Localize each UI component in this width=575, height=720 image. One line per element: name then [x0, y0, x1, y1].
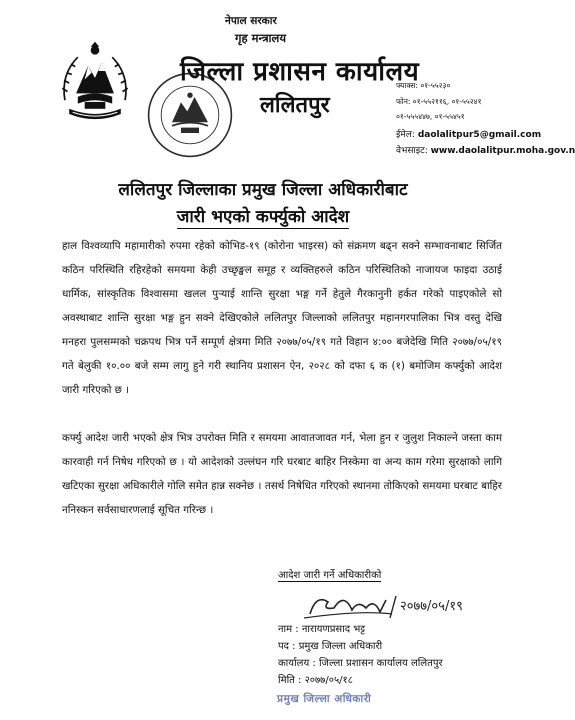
district-name: ललितपुर — [260, 93, 330, 118]
office-name: जिल्ला प्रशासन कार्यालय — [180, 57, 420, 87]
email-line — [396, 127, 541, 140]
order-paragraph-2: कर्फ्यु आदेश जारी भएको क्षेत्र भित्र उपरोक्त मिति र समयमा आवातजावत गर्न, भेला हुन र जुलुश निकाल्ने जस्ता काम कारवाही गर्न निषेध गरिएको छ । यो आदेशको उल्लंघन गरि घरबाट बाहिर निस्केमा वा अन्य काम गरेमा सुरक्षाको लागि खटिएका सुरक्षा अधिकारीले गोलि समेत हान्न सक्नेछ । तसर्थ निषेधित गरिएको स्थानमा तोकिएको समयमा घरबाट बाहिर ननिस्कन सर्वसाधारणलाई सूचित गरिन्छ । — [62, 432, 502, 516]
official-stamp: प्रमुख जिल्ला अधिकारी — [277, 693, 372, 705]
government-label: नेपाल सरकार — [225, 15, 277, 27]
website-label: वेभसाइट: — [396, 146, 428, 156]
document-subtitle — [0, 204, 526, 227]
signatory-heading-text: आदेश जारी गर्ने अधिकारीको — [278, 570, 382, 581]
website-line — [396, 143, 575, 156]
email-address: daolalitpur5@gmail.com — [417, 130, 542, 140]
signatory-post: पद : प्रमुख जिल्ला अधिकारी — [278, 641, 383, 652]
email-label: ईमेल: — [396, 130, 415, 140]
website-address: www.daolalitpur.moha.gov.n — [430, 146, 575, 156]
phone-numbers-2: ०१-५५५४४७, ०१-५५४५१ — [396, 112, 465, 121]
order-paragraph-1: हाल विश्वव्यापि महामारीको रुपमा रहेको कोभिड-१९ (कोरोना भाइरस) को संक्रमण बढ्न सक्ने सम्भावनाबाट सिर्जित कठिन परिस्थिति रहिरहेको समयमा केही उच्छृङ्खल समूह र व्यक्तिहरुले कठिन परिस्थितिको नाजायज फाइदा उठाई धार्मिक, सांस्कृतिक विश्वासमा खलल पुऱ्याई शान्ति सुरक्षा भङ्ग गर्ने हेतुले गैरकानुनी हर्कत गरेको पाइएकोले सो अवस्थाबाट शान्ति सुरक्षा भङ्ग हुन सक्ने देखिएकोले ललितपुर जिल्लाको ललितपुर महानगरपालिका भित्र वस्तु देखि मनहरा पुलसम्मको चक्रपथ भित्र पर्ने सम्पूर्ण क्षेत्रमा मिति २०७७/०५/१९ गते विहान ४:०० बजेदेखि मिति २०७७/०५/१९ गते बेलुकी १०.०० बजे सम्म लागु हुने गरी स्थानिय प्रशासन ऐन, २०२८ को दफा ६ क (१) बमोजिम कर्फ्युको आदेश जारी गरिएको छ । — [62, 240, 502, 396]
signatory-name: नाम : नारायणप्रसाद भट्ट — [278, 624, 366, 635]
fax-number: फ्याक्स: ०१-५५२३० — [396, 81, 451, 90]
ministry-label: गृह मन्त्रालय — [235, 31, 286, 45]
signatory-office: कार्यालय : जिल्ला प्रशासन कार्यालय ललितपुर — [278, 658, 443, 669]
signature-date-scribble: २०७७/०५/१९ — [400, 599, 463, 614]
nepal-emblem-icon — [52, 40, 138, 126]
signatory-heading — [278, 567, 381, 581]
document-title: ललितपुर जिल्लाका प्रमुख जिल्ला अधिकारीबाट — [118, 180, 408, 200]
handwritten-signature — [300, 588, 480, 624]
order-date: मिति : २०७७/०५/१८ — [278, 675, 353, 686]
phone-numbers: फोन: ०१-५५२११६, ०१-५५२४१ — [396, 97, 482, 106]
document-subtitle-text: जारी भएको कर्फ्युको आदेश — [176, 207, 350, 227]
